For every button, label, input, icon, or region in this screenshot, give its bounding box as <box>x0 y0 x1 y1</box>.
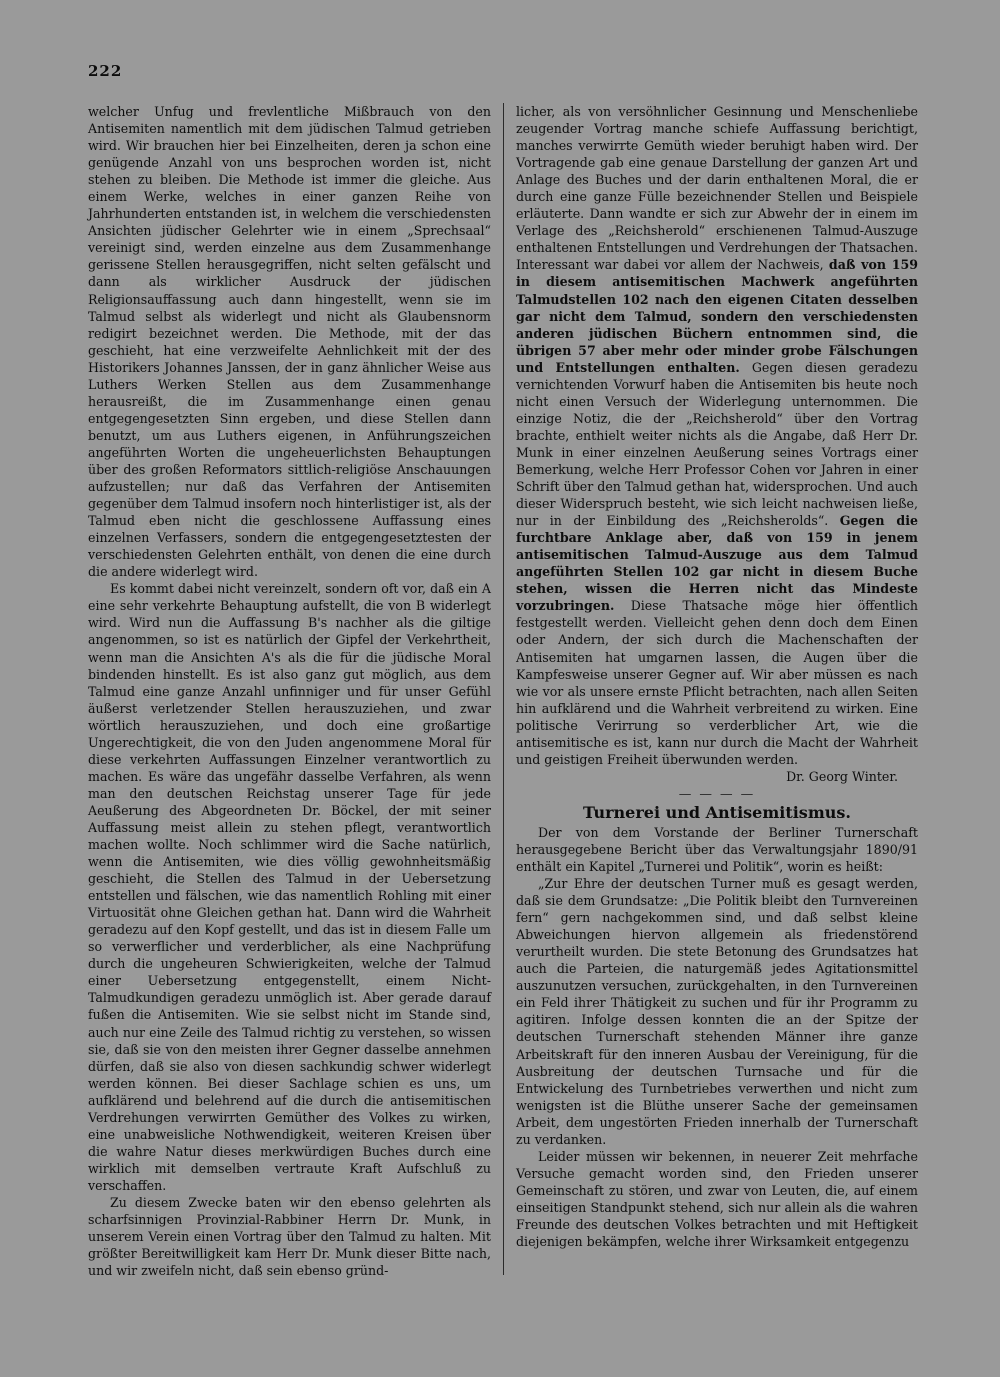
paragraph: Der von dem Vorstande der Berliner Turnerschaft herausgegebene Bericht über das Verwaltungsjahr 1890/91 enthält ein Kapitel „Turnerei und Politik“, worin es heißt: <box>516 824 918 875</box>
paragraph: welcher Unfug und frevlentliche Mißbrauch von den Antisemiten namentlich mit dem jüdischen Talmud getrieben wird. Wir brauchen hier bei Einzelheiten, deren ja schon eine genügende Anzahl von uns besprochen worden ist, nicht stehen zu bleiben. Die Methode ist immer die gleiche. Aus einem Werke, welches in einer ganzen Reihe von Jahrhunderten entstanden ist, in welchem die verschiedensten Ansichten jüdischer Gelehrter wie in einem „Sprechsaal“ vereinigt sind, werden einzelne aus dem Zusammenhange gerissene Stellen herausgegriffen, nicht selten gefälscht und dann als wirklicher Ausdruck der jüdischen Religionsauffassung auch dann hingestellt, wenn sie im Talmud selbst als widerlegt und nicht als Glaubensnorm redigirt bezeichnet werden. Die Methode, mit der das geschieht, hat eine verzweifelte Aehnlichkeit mit der des Historikers Johannes Janssen, der in ganz ähnlicher Weise aus Luthers Werken Stellen aus dem Zusammenhange herausreißt, die im Zusammenhange einen genau entgegengesetzten Sinn ergeben, und diese Stellen dann benutzt, um aus Luthers eigenen, in Anführungszeichen angeführten Worten die ungeheuerlichsten Behauptungen über des großen Reformators sittlich-religiöse Anschauungen aufzustellen; nur daß das Verfahren der Antisemiten gegenüber dem Talmud insofern noch hinterlistiger ist, als der Talmud eben nicht die geschlossene Auffassung eines einzelnen Verfassers, sondern die entgegengesetztesten der verschiedensten Gelehrten enthält, von denen die eine durch die andere widerlegt wird. <box>88 104 491 580</box>
paragraph: „Zur Ehre der deutschen Turner muß es gesagt werden, daß sie dem Grundsatze: „Die Politik bleibt den Turnvereinen fern“ gern nachgekommen sind, und daß selbst kleine Abweichungen hiervon allgemein als friedenstörend verurtheilt wurden. Die stete Betonung des Grundsatzes hat auch die Parteien, die naturgemäß jedes Agitationsmittel auszunutzen versuchen, zurückgehalten, in den Turnvereinen ein Feld ihrer Thätigkeit zu suchen und für ihr Programm zu agitiren. Infolge dessen konnten die an der Spitze der deutschen Turnerschaft stehenden Männer ihre ganze Arbeitskraft für den inneren Ausbau der Vereinigung, für die Ausbreitung der deutschen Turnsache und für die Entwickelung des Turnbetriebes verwerthen und nicht zum wenigsten ist die Blüthe unserer Sache der gemeinsamen Arbeit, dem ungestörten Frieden innerhalb der Turnerschaft zu verdanken. <box>516 876 918 1147</box>
text-run: licher, als von versöhnlicher Gesinnung und Menschenliebe zeugender Vortrag manche schiefe Auffassung berichtigt, manches verwirrte Gemüth wieder beruhigt haben wird. Der Vortragende gab eine genaue Darstellung der ganzen Art und Anlage des Buches und der darin enthaltenen Moral, die er durch eine ganze Fülle bezeichnender Stellen und Beispiele erläuterte. Dann wandte er sich zur Abwehr der in einem im Verlage des „Reichsherold“ erschienenen Talmud-Auszuge enthaltenen Entstellungen und Verdrehungen der Thatsachen. Interessant war dabei vor allem der Nachweis, <box>516 104 918 273</box>
emphasis-text: daß von 159 in diesem antisemitischen Machwerk angeführten Talmudstellen 102 nach den eigenen Citaten desselben gar nicht dem Talmud, sondern den verschiedensten anderen jüdischen Büchern entnommen sind, die übrigen 57 aber mehr oder minder grobe Fälschungen und Entstellungen enthalten. <box>516 257 918 375</box>
paragraph <box>516 103 918 768</box>
page-number: 222 <box>88 62 123 80</box>
column-divider <box>503 103 504 1275</box>
paragraph: Leider müssen wir bekennen, in neuerer Zeit mehrfache Versuche gemacht worden sind, den Frieden unserer Gemeinschaft zu stören, und zwar von Leuten, die, auf einem einseitigen Standpunkt stehend, sich nur allein als die wahren Freunde des deutschen Volkes betrachten und mit Heftigkeit diejenigen bekämpfen, welche ihrer Wirksamkeit entgegenzu <box>516 1148 918 1250</box>
paragraph: Zu diesem Zwecke baten wir den ebenso gelehrten als scharfsinnigen Provinzial-Rabbiner Herrn Dr. Munk, in unserem Verein einen Vortrag über den Talmud zu halten. Mit größter Bereitwilligkeit kam Herr Dr. Munk dieser Bitte nach, und wir zweifeln nicht, daß sein ebenso gründ- <box>88 1195 491 1279</box>
right-column <box>516 103 918 1250</box>
emphasis-text: Gegen die furchtbare Anklage aber, daß von 159 in jenem antisemitischen Talmud-Auszuge aus dem Talmud angeführten Stellen 102 gar nicht in diesem Buche stehen, wissen die Herren nicht das Mindeste vorzubringen. <box>516 513 918 614</box>
text-run: Diese Thatsache möge hier öffentlich festgestellt werden. Vielleicht gehen denn doch dem Einen oder Andern, der sich durch die Machenschaften der Antisemiten hat umgarnen lassen, die Augen über die Kampfesweise unserer Gegner auf. Wir aber müssen es nach wie vor als unsere ernste Pflicht betrachten, nach allen Seiten hin aufklärend und die Wahrheit verbreitend zu wirken. Eine politische Verirrung so verderblicher Art, wie die antisemitische es ist, kann nur durch die Macht der Wahrheit und geistigen Freiheit überwunden werden. <box>516 598 918 767</box>
author-signature: Dr. Georg Winter. <box>786 768 898 784</box>
article-title: Turnerei und Antisemitismus. <box>583 802 851 822</box>
text-run: Gegen diesen geradezu vernichtenden Vorwurf haben die Antisemiten bis heute noch nicht einen Versuch der Widerlegung unternommen. Die einzige Notiz, die der „Reichsherold“ über den Vortrag brachte, enthielt weiter nichts als die Angabe, daß Herr Dr. Munk in einer einzelnen Aeußerung seines Vortrags einer Bemerkung, welche Herr Professor Cohen vor Jahren in einer Schrift über den Talmud gethan hat, widersprochen. Und auch dieser Widerspruch besteht, wie sich leicht nachweisen ließe, nur in der Einbildung des „Reichsherolds“. <box>516 359 918 529</box>
left-column <box>88 103 491 1279</box>
section-separator: — — — — <box>678 785 756 801</box>
paragraph: Es kommt dabei nicht vereinzelt, sondern oft vor, daß ein A eine sehr verkehrte Behauptung aufstellt, die von B widerlegt wird. Wird nun die Auffassung B's nachher als die giltige angenommen, so ist es natürlich der Gipfel der Verkehrtheit, wenn man die Ansichten A's als die für die jüdische Moral bindenden hinstellt. Es ist also ganz gut möglich, aus dem Talmud eine ganze Anzahl unfinniger und für unser Gefühl äußerst verletzender Stellen herauszuziehen, und zwar wörtlich herauszuziehen, und doch eine großartige Ungerechtigkeit, die von den Juden angenommene Moral für diese verkehrten Auffassungen Einzelner verantwortlich zu machen. Es wäre das ungefähr dasselbe Verfahren, als wenn man den deutschen Reichstag unserer Tage für jede Aeußerung des Abgeordneten Dr. Böckel, der mit seiner Auffassung meist allein zu stehen pflegt, verantwortlich machen wollte. Noch schlimmer wird die Sache natürlich, wenn die Antisemiten, wie dies völlig gewohnheitsmäßig geschieht, die Stellen des Talmud in der Uebersetzung entstellen und fälschen, wie das namentlich Rohling mit einer Virtuosität ohne Gleichen gethan hat. Dann wird die Wahrheit geradezu auf den Kopf gestellt, und das ist in diesem Falle um so verwerflicher und verderblicher, als eine Nachprüfung durch die ungeheuren Schwierigkeiten, welche der Talmud einer Uebersetzung entgegenstellt, einem Nicht-Talmudkundigen geradezu unmöglich ist. Aber gerade darauf fußen die Antisemiten. Wie sie selbst nicht im Stande sind, auch nur eine Zeile des Talmud richtig zu verstehen, so wissen sie, daß sie von den meisten ihrer Gegner dasselbe annehmen dürfen, daß sie also von diesen sachkundig schwer widerlegt werden können. Bei dieser Sachlage schien es uns, um aufklärend und belehrend auf die durch die antisemitischen Verdrehungen verwirrten Gemüther des Volkes zu wirken, eine unabweisliche Nothwendigkeit, weiteren Kreisen über die wahre Natur dieses merkwürdigen Buches durch eine wirklich mit demselben vertraute Kraft Aufschluß zu verschaffen. <box>88 581 491 1193</box>
